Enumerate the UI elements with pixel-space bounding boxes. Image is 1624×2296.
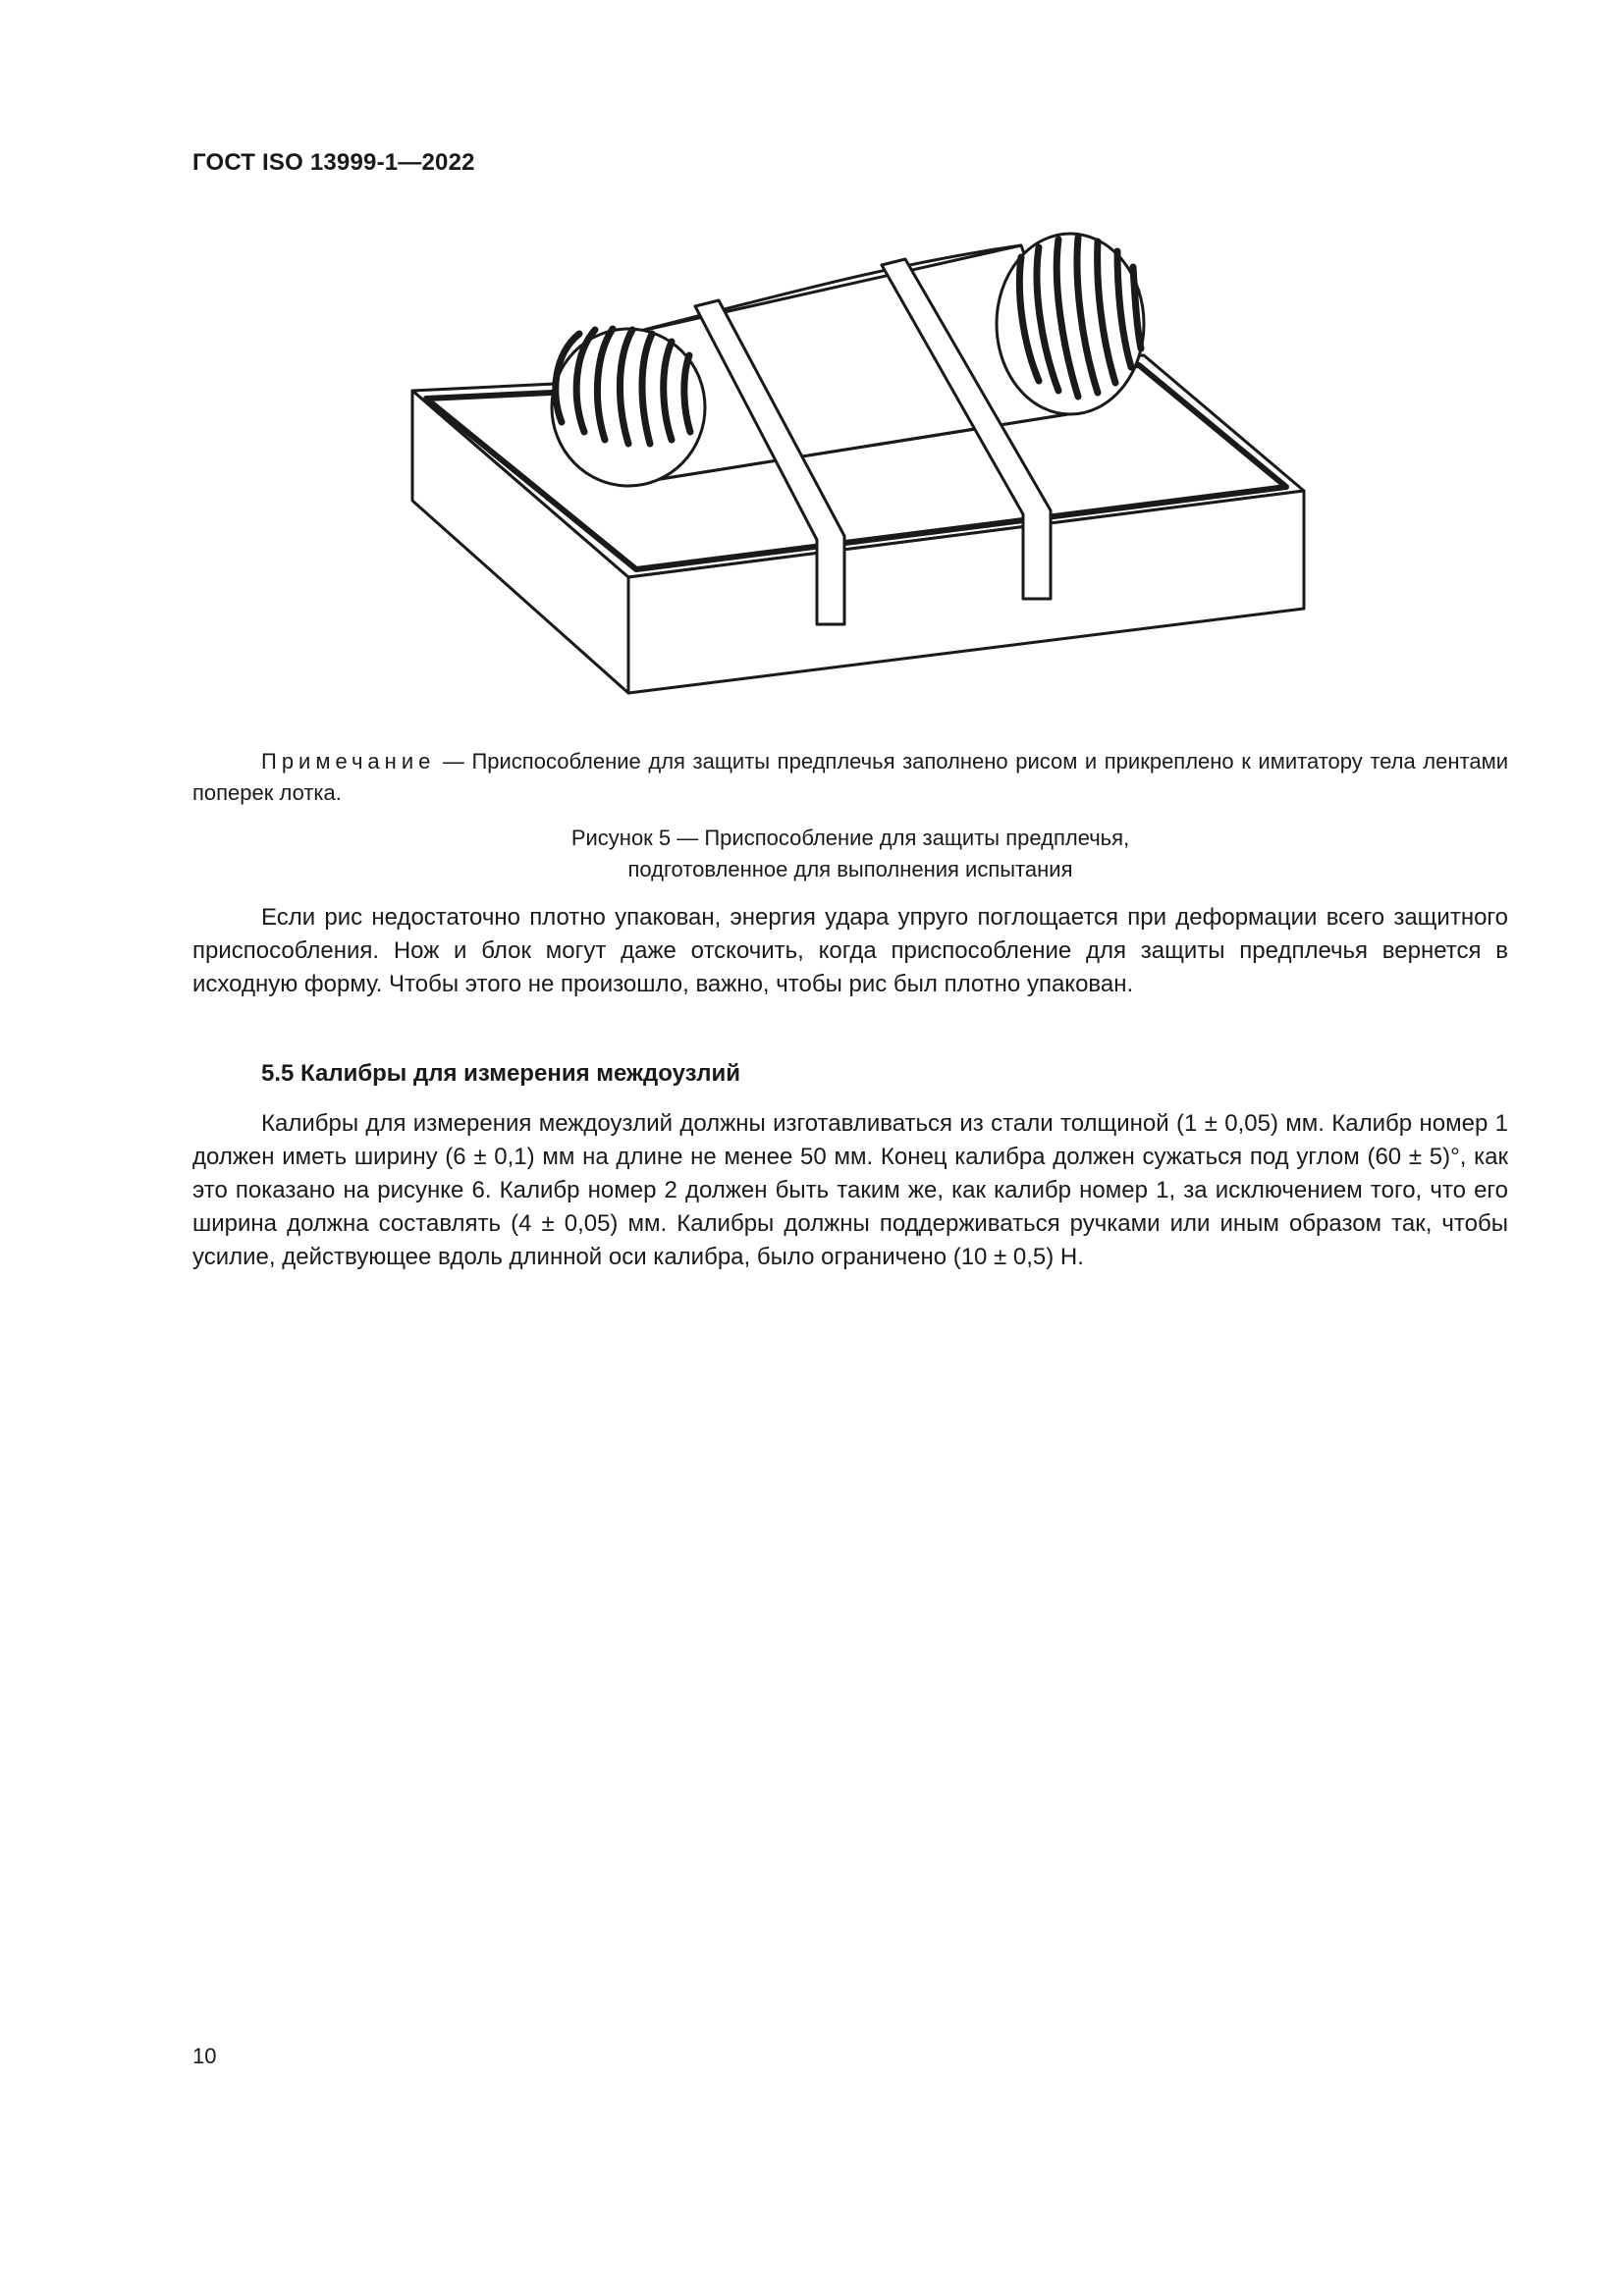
note-label: Примечание [261, 749, 436, 774]
forearm-protector-on-tray-drawing [393, 216, 1316, 707]
caption-line-1: Рисунок 5 — Приспособление для защиты предплечья, [570, 826, 1130, 850]
left-end-cap [552, 329, 705, 486]
page-number: 10 [192, 2044, 217, 2068]
figure-note [192, 746, 1508, 809]
right-end-cap [997, 234, 1144, 414]
note-text: — Приспособление для защиты предплечья заполнено рисом и прикреплено к имитатору тела лентами поперек лотка. [192, 749, 1508, 805]
caption-line-2: подготовленное для выполнения испытания [627, 857, 1073, 881]
paragraph-gauges: Калибры для измерения междоузлий должны изготавливаться из стали толщиной (1 ± 0,05) мм. Калибр номер 1 должен иметь ширину (6 ± 0,1) мм на длине не менее 50 мм. Конец калибра должен сужаться под углом (60 ± 5)°, как это показано на рисунке 6. Калибр номер 2 должен быть таким же, как калибр номер 1, за исключением того, что его ширина должна составлять (4 ± 0,05) мм. Калибры должны поддерживаться ручками или иным образом так, чтобы усилие, действующее вдоль длинной оси калибра, было ограничено (10 ± 0,5) Н. [192, 1110, 1508, 1270]
figure-caption [192, 823, 1508, 885]
paragraph-rice-packing: Если рис недостаточно плотно упакован, энергия удара упруго поглощается при деформации всего защитного приспособления. Нож и блок могут даже отскочить, когда приспособление для защиты предплечья вернется в исходную форму. Чтобы этого не произошло, важно, чтобы рис был плотно упакован. [192, 904, 1508, 997]
standard-header: ГОСТ ISO 13999-1—2022 [192, 149, 475, 176]
section-title: 5.5 Калибры для измерения междоузлий [261, 1060, 741, 1087]
